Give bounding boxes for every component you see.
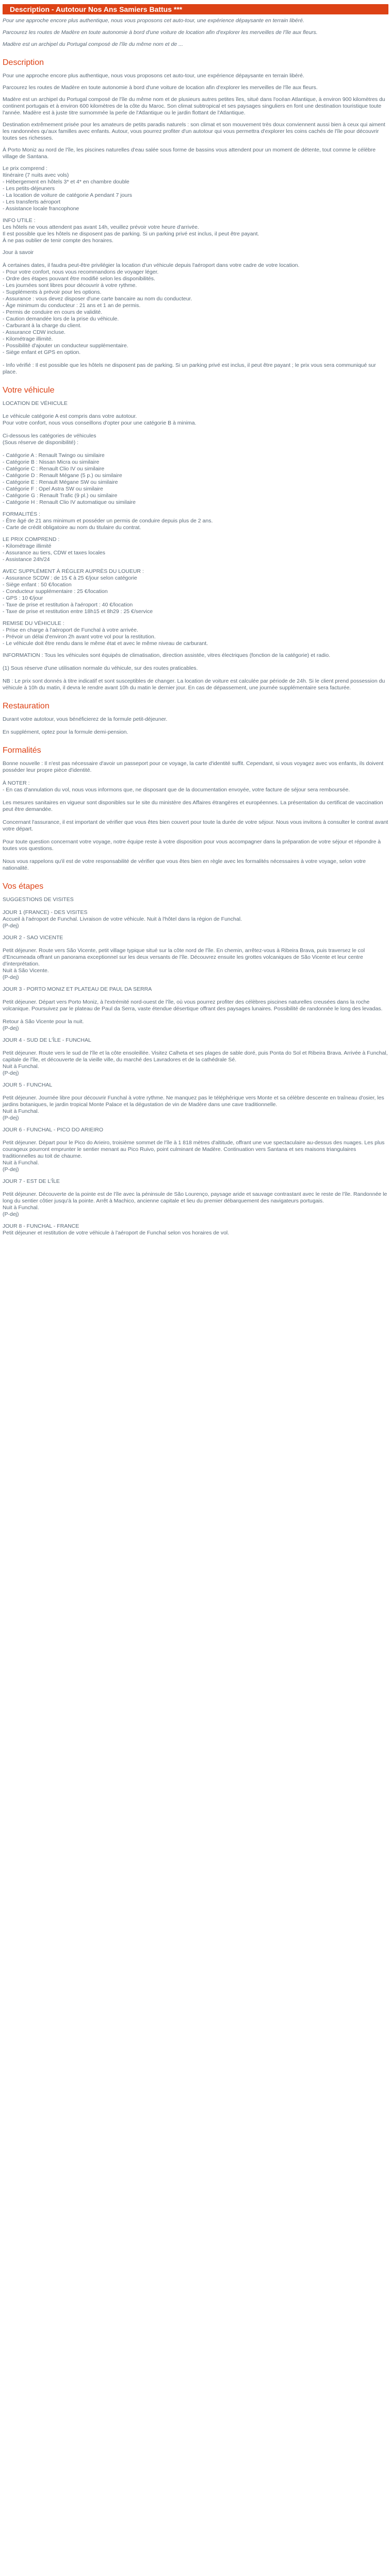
block-line: - Hébergement en hôtels 3* et 4* en chambre double: [3, 179, 129, 185]
conditions-line: - Taxe de prise et restitution entre 18h15 et 8h29 : 25 €/service: [3, 608, 153, 615]
description-paragraph: Madère est un archipel du Portugal composé de l'île du même nom et de plusieurs autres petites îles, situé dans l'océan Atlantique, à environ 900 kilomètres du continent portugais et à environ 600 kilomètres de la côte du Maroc. Son climat subtropical et ses paysages singuliers en font une destination touristique toute l'année. Madère est à juste titre surnommée la perle de l'Atlantique ou le jardin flottant de l'Atlantique.: [3, 96, 385, 116]
day-heading: JOUR 7 - EST DE L'ÎLE: [3, 1178, 60, 1184]
block-line: - Les journées sont libres pour découvrir à votre rythme.: [3, 282, 137, 289]
day-line: (P-dej): [3, 1115, 19, 1121]
block-heading: Jour à savoir: [3, 249, 34, 256]
vehicle-category: - Catégorie H : Renault Clio IV automatique ou similaire: [3, 499, 136, 505]
day-heading: JOUR 8 - FUNCHAL - FRANCE: [3, 1223, 79, 1229]
block-line: À ne pas oublier de tenir compte des horaires.: [3, 238, 113, 244]
itinerary-title: Vos étapes: [3, 882, 44, 891]
vehicle-block: [3, 413, 388, 506]
vehicle-category: - Catégorie B : Nissan Micra ou similaire: [3, 459, 100, 465]
itinerary-day: [3, 1082, 388, 1122]
block-line: Il est possible que les hôtels ne disposent pas de parking. Si un parking privé est inclus, il peut être payant.: [3, 231, 259, 237]
day-heading: JOUR 3 - PORTO MONIZ ET PLATEAU DE PAUL DA SERRA: [3, 986, 152, 992]
block-line: - Assistance locale francophone: [3, 206, 79, 212]
block-line: - Carburant à la charge du client.: [3, 323, 82, 329]
restaurant-block: [3, 716, 388, 736]
price-includes-line: - Assurance au tiers, CDW et taxes locales: [3, 550, 105, 556]
vehicle-line: Pour votre confort, nous vous conseillons d'opter pour une catégorie B à minima.: [3, 420, 197, 426]
block-line: - Les transferts aéroport: [3, 199, 61, 205]
description-paragraph: Destination extrêmement prisée pour les amateurs de petits paradis naturels : son climat et son mouvement très doux conviennent aussi bien à ceux qui aiment les randonnées qu'aux familles avec enfants. Autour, vous pourrez profiter d'un autotour qui vous permettra d'explorer les coins cachés de l'île pour découvrir toutes ses richesses.: [3, 122, 385, 141]
block-line: Les hôtels ne vous attendent pas avant 14h, veuillez prévoir votre heure d'arrivée.: [3, 224, 199, 230]
vehicle-title: Votre véhicule: [3, 386, 55, 395]
vehicle-category: - Catégorie G : Renault Trafic (9 pl.) ou similaire: [3, 493, 118, 499]
formalities2-line: Concernant l'assurance, il est important de vérifier que vous êtes bien couvert pour toute la durée de votre séjour. Nous vous invitons à consulter le contrat avant votre départ.: [3, 819, 388, 832]
intro-paragraph: Madère est un archipel du Portugal composé de l'île du même nom et de ...: [3, 41, 183, 47]
remarks-line: - Prévoir un délai d'environ 2h avant votre vol pour la restitution.: [3, 634, 156, 640]
vehicle-line: Le véhicule catégorie A est compris dans votre autotour.: [3, 413, 137, 419]
included-block: [3, 165, 388, 212]
itinerary-day: [3, 1178, 388, 1218]
block-line: - Les petits-déjeuners: [3, 185, 55, 192]
remarks-line: - Le véhicule doit être rendu dans le même état et avec le même niveau de carburant.: [3, 640, 208, 647]
block-line: - Siège enfant et GPS en option.: [3, 349, 81, 355]
block-line: - Assurance : vous devez disposer d'une carte bancaire au nom du conducteur.: [3, 296, 192, 302]
formalities2-block: [3, 760, 388, 872]
description-paragraph: À Porto Moniz au nord de l'île, les piscines naturelles d'eau salée sous forme de bassins vous attendent pour un moment de détente, tout comme le célèbre village de Santana.: [3, 147, 376, 160]
restaurant-title: Restauration: [3, 702, 50, 710]
block-heading: INFO UTILE :: [3, 217, 36, 224]
day-line: Nuit à Funchal.: [3, 1108, 39, 1114]
remarks-block: [3, 620, 388, 647]
block-heading: Le prix comprend :: [3, 165, 47, 172]
block-line: - Possibilité d'ajouter un conducteur supplémentaire.: [3, 343, 128, 349]
day-line: Petit déjeuner. Route vers São Vicente, petit village typique situé sur la côte nord de l'île. En chemin, arrêtez-vous à Ribeira Brava, puis traversez le col d'Encumeada offrant un panorama exceptionnel sur les deux versants de l'île. Découvrez ensuite les grottes volcaniques de São Vicente et leur centre d'interprétation.: [3, 947, 365, 967]
day-line: (P-dej): [3, 1025, 19, 1031]
block-line: - Âge minimum du conducteur : 21 ans et 1 an de permis.: [3, 302, 141, 309]
description-paragraph: Parcourez les routes de Madère en toute autonomie à bord d'une voiture de location afin d'explorer les merveilles de l'île aux fleurs.: [3, 84, 318, 91]
day-line: Petit déjeuner. Route vers le sud de l'île et la côte ensoleillée. Visitez Calheta et ses plages de sable doré, puis Ponta do Sol et Ribeira Brava. Arrivée à Funchal, capitale de l'île, et découverte de la vieille ville, du marché des Lavradores et de la cathédrale Sé.: [3, 1050, 388, 1063]
day-line: Petit déjeuner. Départ pour le Pico do Arieiro, troisième sommet de l'île à 1 818 mètres d'altitude, offrant une vue spectaculaire au-dessus des nuages. Les plus courageux pourront emprunter le sentier menant au Pico Ruivo, point culminant de Madère. Continuation vers Santana et ses maisons triangulaires traditionnelles au toit de chaume.: [3, 1140, 385, 1159]
vehicle-category: - Catégorie E : Renault Mégane SW ou similaire: [3, 479, 118, 485]
conditions-line: - Assurance SCDW : de 15 € à 25 €/jour selon catégorie: [3, 575, 137, 581]
conditions-line: - GPS : 10 €/jour: [3, 595, 43, 601]
day-heading: JOUR 5 - FUNCHAL: [3, 1082, 53, 1088]
day-heading: JOUR 2 - SAO VICENTE: [3, 935, 63, 941]
formalities2-line: À NOTER :: [3, 780, 30, 786]
vehicle-category: - Catégorie D : Renault Mégane (5 p.) ou similaire: [3, 472, 122, 479]
information-line: NB : Le prix sont donnés à titre indicatif et sont susceptibles de changer. La location de voiture est calculée par période de 24h. Si le client prend possession du véhicule à 10h du matin, il devra le rendre avant 10h du matin le dernier jour. En cas de dépassement, une journée supplémentaire sera facturée.: [3, 678, 385, 691]
day-heading: JOUR 6 - FUNCHAL - PICO DO ARIEIRO: [3, 1127, 104, 1133]
block-line: - Kilométrage illimité.: [3, 336, 53, 342]
formalities-title: Formalités: [3, 746, 41, 755]
restaurant-line: En supplément, optez pour la formule demi-pension.: [3, 729, 128, 735]
day-line: Petit déjeuner. Découverte de la pointe est de l'île avec la péninsule de São Lourenço, paysage aride et sauvage contrastant avec le reste de l'île. Randonnée le long du sentier côtier jusqu'à la pointe. Arrêt à Machico, ancienne capitale et lieu du premier débarquement des navigateurs portugais.: [3, 1191, 387, 1204]
day-line: Nuit à Funchal.: [3, 1160, 39, 1166]
remarks-line: - Prise en charge à l'aéroport de Funchal à votre arrivée.: [3, 627, 138, 633]
price-includes-line: - Kilométrage illimité: [3, 543, 52, 549]
description-title: Description: [3, 58, 44, 67]
description-paragraph: Pour une approche encore plus authentique, nous vous proposons cet auto-tour, une expérience dépaysante en terrain libéré.: [3, 73, 304, 79]
formalities-line: - Être âgé de 21 ans minimum et posséder un permis de conduire depuis plus de 2 ans.: [3, 518, 213, 524]
itinerary-day: [3, 1037, 388, 1077]
itinerary-day: [3, 935, 388, 981]
day-line: Retour à São Vicente pour la nuit.: [3, 1019, 84, 1025]
intro-paragraph: Pour une approche encore plus authentique, nous vous proposons cet auto-tour, une expérience dépaysante en terrain libéré.: [3, 18, 304, 24]
day-line: (P-dej): [3, 1166, 19, 1173]
conditions-line: - Conducteur supplémentaire : 25 €/location: [3, 588, 108, 595]
conditions-block: [3, 568, 388, 615]
vehicle-category: - Catégorie F : Opel Astra SW ou similaire: [3, 486, 103, 492]
conditions-line: - Taxe de prise et restitution à l'aéroport : 40 €/location: [3, 602, 133, 608]
information-line: (1) Sous réserve d'une utilisation normale du véhicule, sur des routes praticables.: [3, 665, 198, 671]
block-line: À certaines dates, il faudra peut-être privilégier la location d'un véhicule depuis l'aéroport dans votre cadre de votre location.: [3, 262, 300, 268]
day-line: (P-dej): [3, 923, 19, 929]
formalities-line: FORMALITÉS :: [3, 511, 40, 517]
itinerary-subtitle: SUGGESTIONS DE VISITES: [3, 896, 74, 903]
remarks-line: REMISE DU VÉHICULE :: [3, 620, 64, 626]
conditions-line: - Siège enfant : 50 €/location: [3, 582, 72, 588]
formalities2-line: Les mesures sanitaires en vigueur sont disponibles sur le site du ministère des Affaires étrangères et européennes. La présentation du certificat de vaccination peut être demandée.: [3, 800, 383, 812]
day-line: (P-dej): [3, 1211, 19, 1217]
day-line: Accueil à l'aéroport de Funchal. Livraison de votre véhicule. Nuit à l'hôtel dans la région de Funchal.: [3, 916, 242, 922]
itinerary-day: [3, 909, 388, 929]
block-line: - Ordre des étapes pouvant être modifié selon les disponibilités.: [3, 276, 155, 282]
formalities2-line: - En cas d'annulation du vol, nous vous informons que, ne disposant que de la documentation envoyée, votre facture de séjour sera remboursée.: [3, 787, 350, 793]
itinerary-day: [3, 1223, 388, 1236]
vehicle-subtitle: LOCATION DE VÉHICULE: [3, 400, 68, 406]
day-line: (P-dej): [3, 1070, 19, 1076]
day-heading: JOUR 4 - SUD DE L'ÎLE - FUNCHAL: [3, 1037, 91, 1043]
page-title-banner: Description - Autotour Nos Ans Samiers Battus ***: [3, 4, 388, 14]
block-line: - Caution demandée lors de la prise du véhicule.: [3, 316, 119, 322]
vehicle-category: - Catégorie C : Renault Clio IV ou similaire: [3, 466, 105, 472]
formalities-line: - Carte de crédit obligatoire au nom du titulaire du contrat.: [3, 524, 141, 531]
information-line: INFORMATION : Tous les véhicules sont équipés de climatisation, direction assistée, vitres électriques (fonction de la catégorie) et radio.: [3, 652, 331, 658]
vehicle-line: (Sous réserve de disponibilité) :: [3, 439, 79, 446]
vehicle-category: - Catégorie A : Renault Twingo ou similaire: [3, 452, 105, 459]
price-includes-line: - Assistance 24h/24: [3, 556, 50, 563]
day-line: Nuit à Funchal.: [3, 1063, 39, 1070]
restaurant-line: Durant votre autotour, vous bénéficierez de la formule petit-déjeuner.: [3, 716, 168, 722]
info-block: [3, 217, 388, 244]
good-to-know-block: [3, 249, 388, 376]
formalities-block: [3, 511, 388, 531]
block-line: - Permis de conduire en cours de validité.: [3, 309, 103, 315]
block-line: - Info vérifié : Il est possible que les hôtels ne disposent pas de parking. Si un parking privé est inclus, il peut être payant ; le prix vous sera communiqué sur place.: [3, 362, 376, 375]
vehicle-line: Ci-dessous les catégories de véhicules: [3, 433, 96, 439]
formalities2-line: Pour toute question concernant votre voyage, notre équipe reste à votre disposition pour vous accompagner dans la préparation de votre séjour et répondre à toutes vos questions.: [3, 839, 381, 852]
day-line: Nuit à São Vicente.: [3, 968, 49, 974]
day-line: Petit déjeuner. Départ vers Porto Moniz, à l'extrémité nord-ouest de l'île, où vous pourrez profiter des célèbres piscines naturelles creusées dans la roche volcanique. Poursuivez par le plateau de Paul da Serra, vaste étendue désertique offrant des paysages lunaires. Possibilité de randonnée le long des levadas.: [3, 999, 383, 1012]
page: [0, 0, 391, 1252]
itinerary-day: [3, 986, 388, 1032]
conditions-line: AVEC SUPPLÉMENT À RÉGLER AUPRÈS DU LOUEUR :: [3, 568, 144, 574]
block-line: - Assurance CDW incluse.: [3, 329, 66, 335]
block-line: Itinéraire (7 nuits avec vols): [3, 172, 69, 178]
price-includes-block: [3, 536, 388, 563]
itinerary-day: [3, 1127, 388, 1173]
intro-paragraph: Parcourez les routes de Madère en toute autonomie à bord d'une voiture de location afin d'explorer les merveilles de l'île aux fleurs.: [3, 29, 318, 36]
block-line: - La location de voiture de catégorie A pendant 7 jours: [3, 192, 133, 198]
information-block: [3, 652, 388, 691]
formalities2-line: Nous vous rappelons qu'il est de votre responsabilité de vérifier que vous êtes bien en règle avec les formalités nécessaires à votre voyage, selon votre nationalité.: [3, 858, 366, 871]
block-line: - Pour votre confort, nous vous recommandons de voyager léger.: [3, 269, 159, 275]
day-line: Petit déjeuner. Journée libre pour découvrir Funchal à votre rythme. Ne manquez pas le téléphérique vers Monte et sa célèbre descente en traîneau d'osier, les jardins botaniques, le jardin tropical Monte Palace et la dégustation de vin de Madère dans une cave traditionnelle.: [3, 1095, 384, 1108]
day-heading: JOUR 1 (FRANCE) - DES VISITES: [3, 909, 88, 916]
day-line: (P-dej): [3, 974, 19, 980]
day-line: Petit déjeuner et restitution de votre véhicule à l'aéroport de Funchal selon vos horaires de vol.: [3, 1230, 230, 1236]
price-includes-line: LE PRIX COMPREND :: [3, 536, 60, 543]
block-line: - Suppléments à prévoir pour les options.: [3, 289, 102, 295]
day-line: Nuit à Funchal.: [3, 1205, 39, 1211]
formalities2-line: Bonne nouvelle : Il n'est pas nécessaire d'avoir un passeport pour ce voyage, la carte d'identité suffit. Cependant, si vous voyagez avec vos enfants, ils doivent posséder leur propre pièce d'identité.: [3, 760, 384, 773]
